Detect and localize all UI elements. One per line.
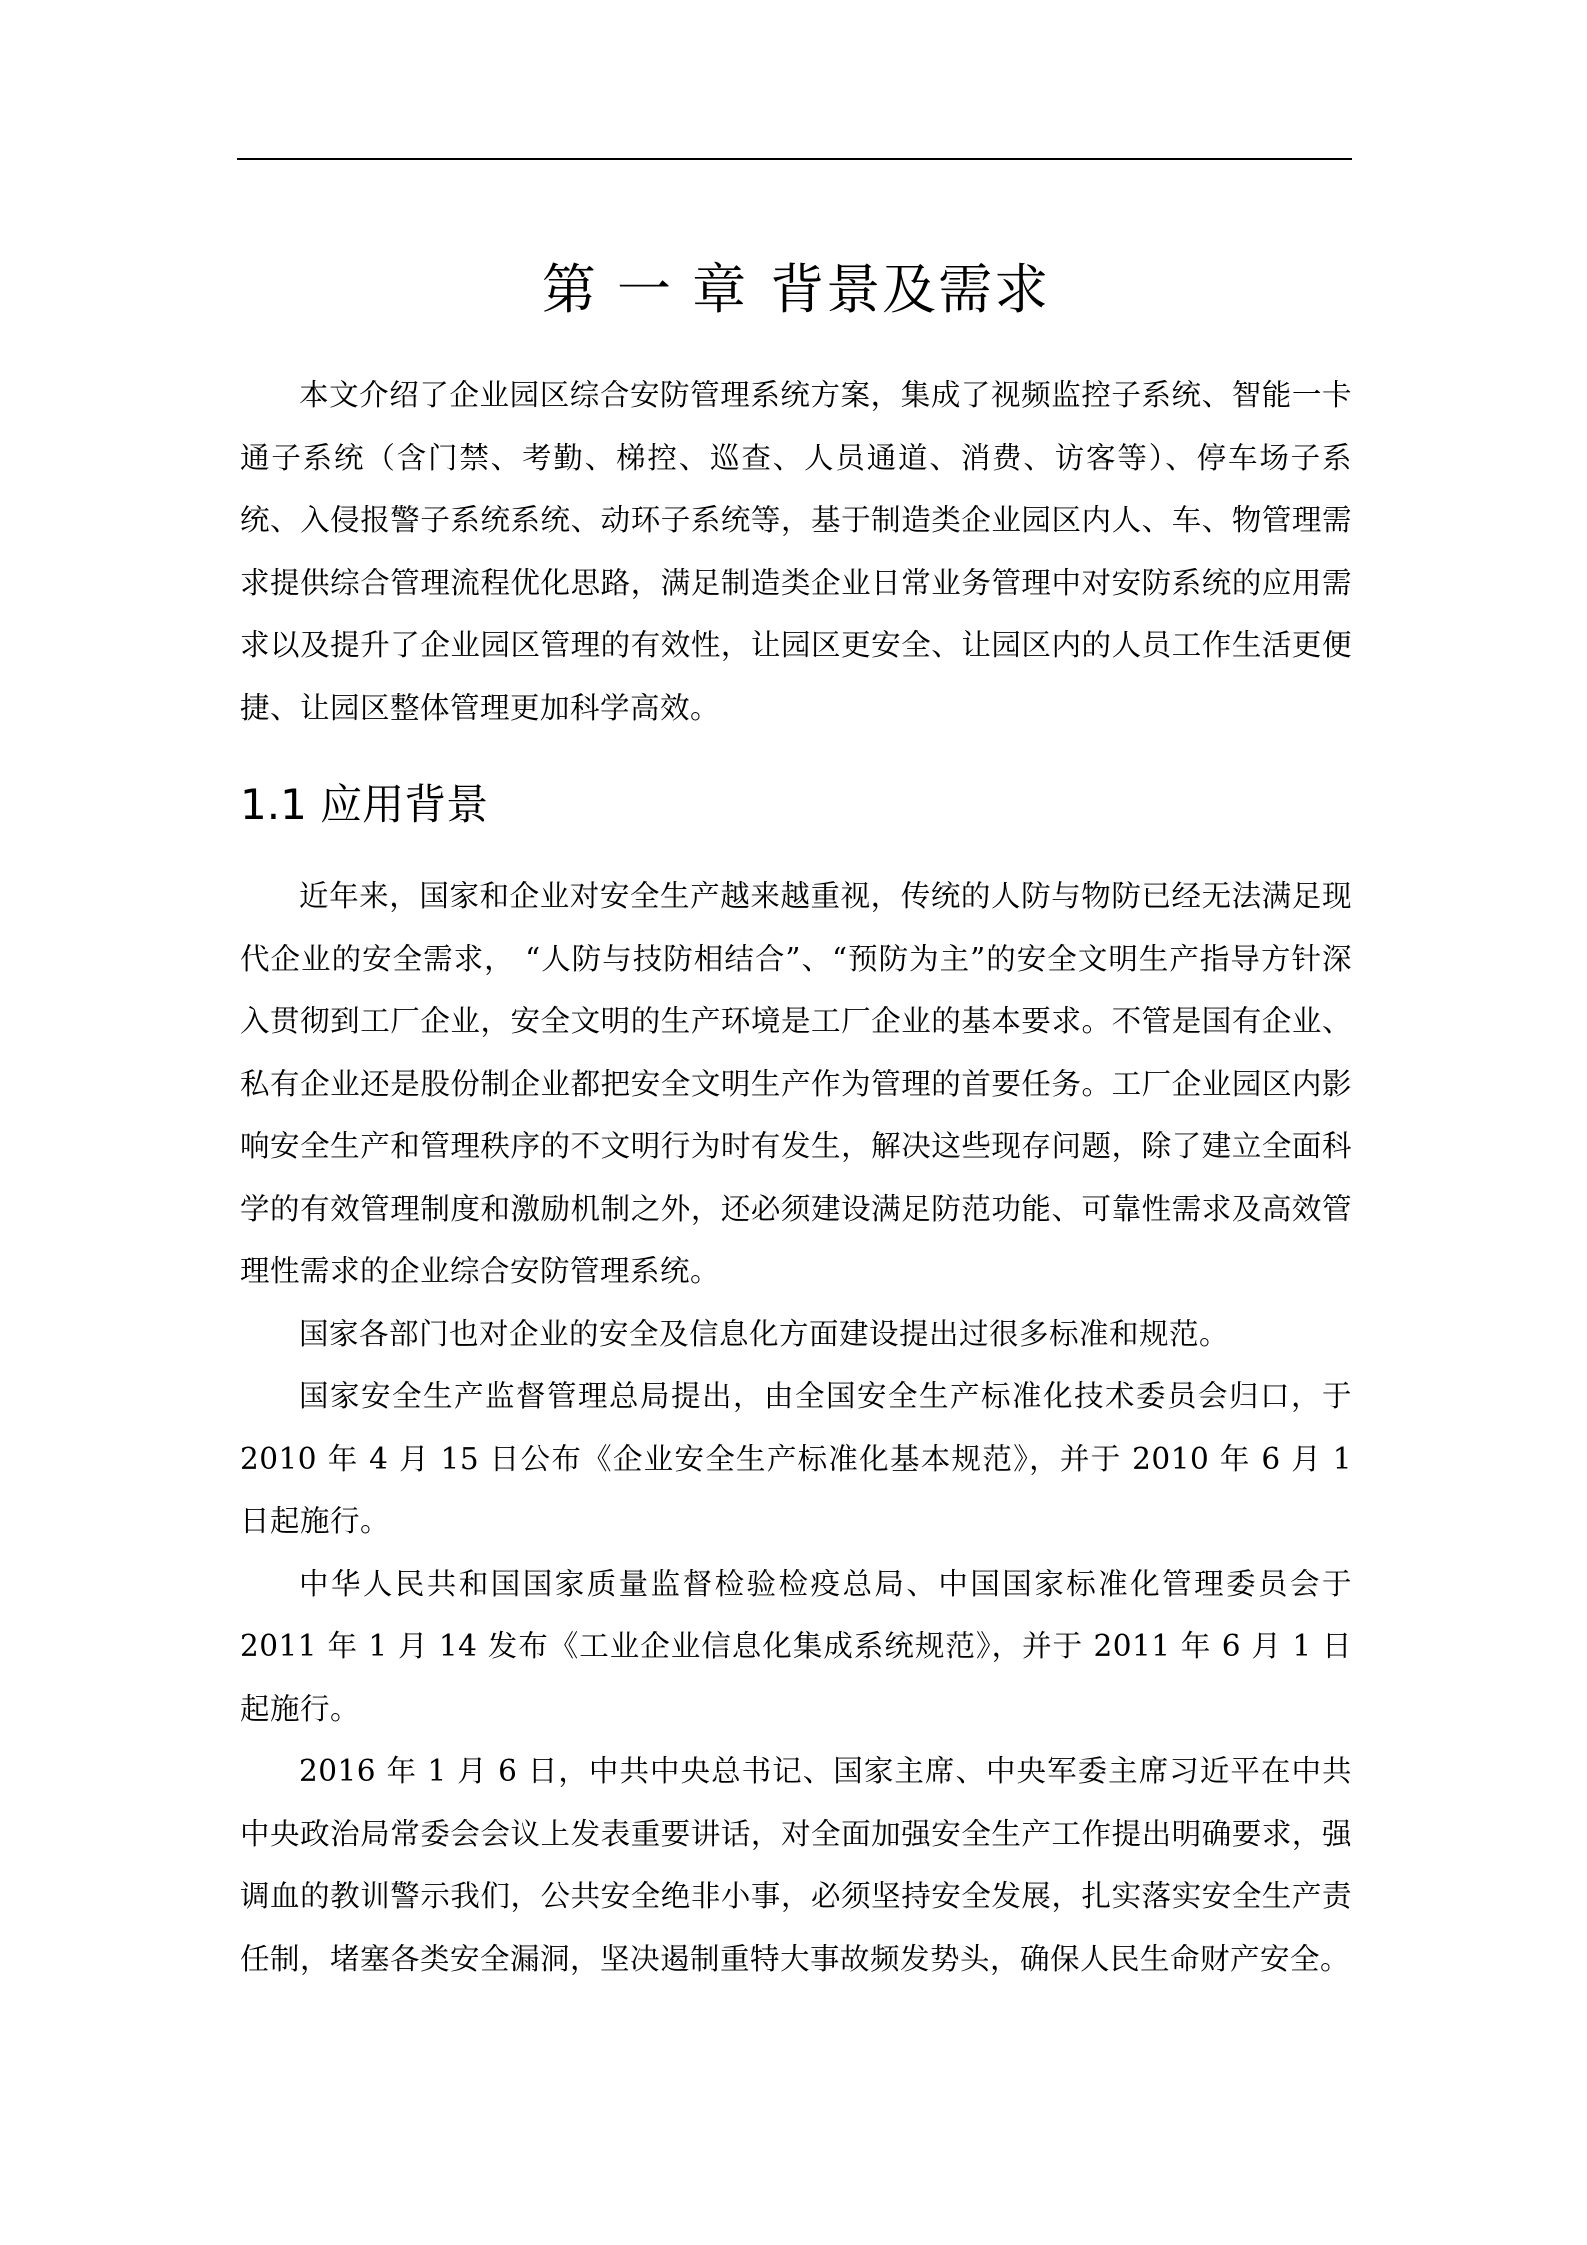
body-paragraph: 国家安全生产监督管理总局提出，由全国安全生产标准化技术委员会归口，于 2010 年 4 月 15 日公布《企业安全生产标准化基本规范》，并于 2010 年 6 月 1 日起施行。 — [240, 1379, 1352, 1538]
chapter-name: 背景及需求 — [770, 258, 1051, 321]
body-paragraph: 国家各部门也对企业的安全及信息化方面建设提出过很多标准和规范。 — [299, 1316, 1230, 1351]
chapter-number: 第 一 章 — [541, 258, 749, 321]
chapter-title — [240, 230, 1352, 350]
section-title: 1.1 应用背景 — [240, 780, 489, 829]
document-page — [240, 160, 1352, 1990]
body-paragraph: 2016 年 1 月 6 日，中共中央总书记、国家主席、中央军委主席习近平在中共中央政治局常委会会议上发表重要讲话，对全面加强安全生产工作提出明确要求，强调血的教训警示我们，公共安全绝非小事，必须坚持安全发展，扎实落实安全生产责任制，堵塞各类安全漏洞，坚决遏制重特大事故频发势头，确保人民生命财产安全。 — [240, 1754, 1352, 1976]
body-paragraph: 近年来，国家和企业对安全生产越来越重视，传统的人防与物防已经无法满足现代企业的安全需求， “人防与技防相结合”、“预防为主”的安全文明生产指导方针深入贯彻到工厂企业，安全文明的生产环境是工厂企业的基本要求。不管是国有企业、私有企业还是股份制企业都把安全文明生产作为管理的首要任务。工厂企业园区内影响安全生产和管理秩序的不文明行为时有发生，解决这些现存问题，除了建立全面科学的有效管理制度和激励机制之外，还必须建设满足防范功能、可靠性需求及高效管理性需求的企业综合安防管理系统。 — [240, 879, 1352, 1288]
body-paragraph: 中华人民共和国国家质量监督检验检疫总局、中国国家标准化管理委员会于 2011 年 1 月 14 发布《工业企业信息化集成系统规范》，并于 2011 年 6 月 1 日起施行。 — [240, 1566, 1352, 1726]
intro-paragraph: 本文介绍了企业园区综合安防管理系统方案，集成了视频监控子系统、智能一卡通子系统（含门禁、考勤、梯控、巡查、人员通道、消费、访客等）、停车场子系统、入侵报警子系统系统、动环子系统等，基于制造类企业园区内人、车、物管理需求提供综合管理流程优化思路，满足制造类企业日常业务管理中对安防系统的应用需求以及提升了企业园区管理的有效性，让园区更安全、让园区内的人员工作生活更便捷、让园区整体管理更加科学高效。 — [240, 378, 1352, 725]
